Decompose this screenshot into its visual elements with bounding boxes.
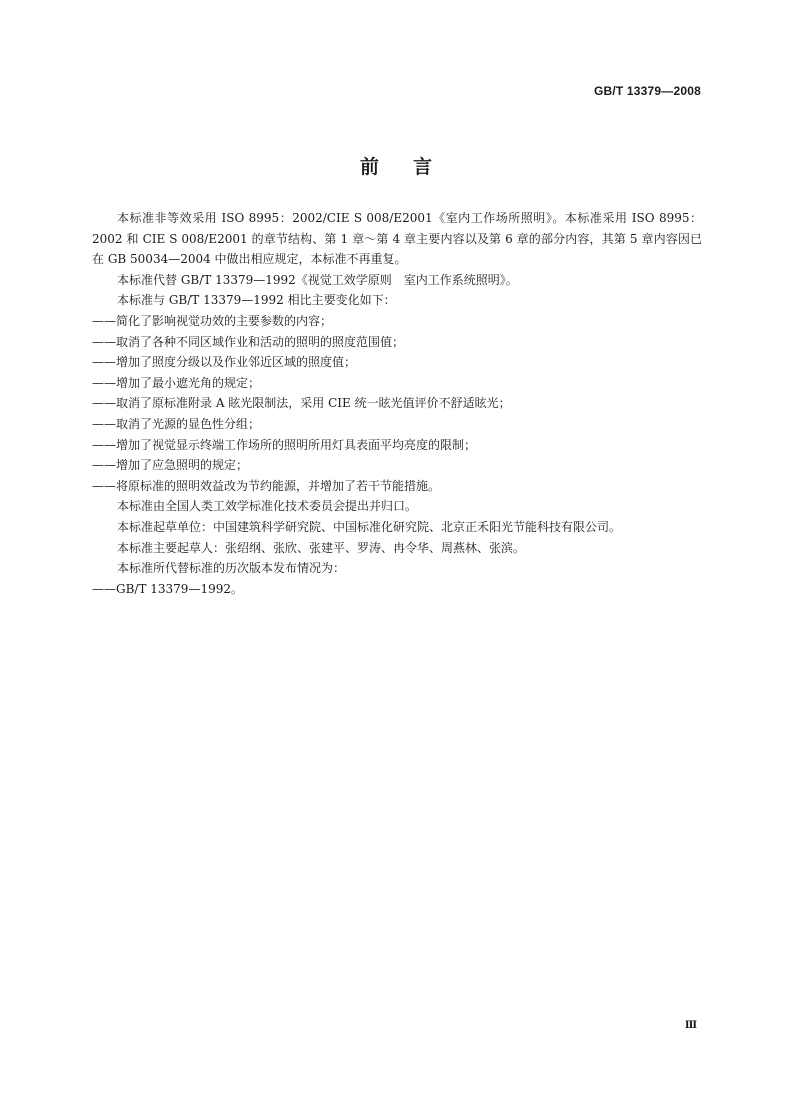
paragraph-drafting-units: 本标准起草单位：中国建筑科学研究院、中国标准化研究院、北京正禾阳光节能科技有限公司。	[117, 519, 622, 534]
standard-code: GB/T 13379—2008	[593, 84, 701, 98]
paragraph-drafters: 本标准主要起草人：张绍纲、张欣、张建平、罗涛、冉令华、周燕林、张滨。	[117, 540, 526, 555]
change-item: ——增加了视觉显示终端工作场所的照明所用灯具表面平均亮度的限制；	[92, 437, 477, 452]
change-item: ——简化了影响视觉功效的主要参数的内容；	[92, 313, 333, 328]
page-title: 前言	[359, 156, 466, 178]
paragraph-replaces: 本标准代替 GB/T 13379—1992《视觉工效学原则 室内工作系统照明》。	[117, 272, 518, 287]
paragraph-changes-intro: 本标准与 GB/T 13379—1992 相比主要变化如下：	[117, 293, 396, 308]
foreword-body	[92, 208, 702, 599]
history-item: ——GB/T 13379—1992。	[92, 581, 243, 596]
change-item: ——增加了应急照明的规定；	[92, 458, 249, 473]
change-item: ——取消了光源的显色性分组；	[92, 416, 261, 431]
paragraph-adoption: 本标准非等效采用 ISO 8995：2002/CIE S 008/E2001《室内工作场所照明》。本标准采用 ISO 8995：2002 和 CIE S 008/E2001 的章节结构、第 1 章～第 4 章主要内容以及第 6 章的部分内容，其第 5 章内容因已在 GB 50034—2004 中做出相应规定，本标准不再重复。	[92, 211, 702, 267]
change-item: ——增加了最小遮光角的规定；	[92, 375, 261, 390]
paragraph-committee: 本标准由全国人类工效学标准化技术委员会提出并归口。	[117, 499, 418, 514]
paragraph-history-intro: 本标准所代替标准的历次版本发布情况为：	[117, 561, 346, 576]
page-number: Ⅲ	[684, 1020, 697, 1031]
change-item: ——取消了原标准附录 A 眩光限制法，采用 CIE 统一眩光值评价不舒适眩光；	[92, 396, 511, 411]
change-item: ——增加了照度分级以及作业邻近区域的照度值；	[92, 355, 357, 370]
change-item: ——取消了各种不同区域作业和活动的照明的照度范围值；	[92, 334, 405, 349]
change-item: ——将原标准的照明效益改为节约能源，并增加了若干节能措施。	[92, 478, 441, 493]
